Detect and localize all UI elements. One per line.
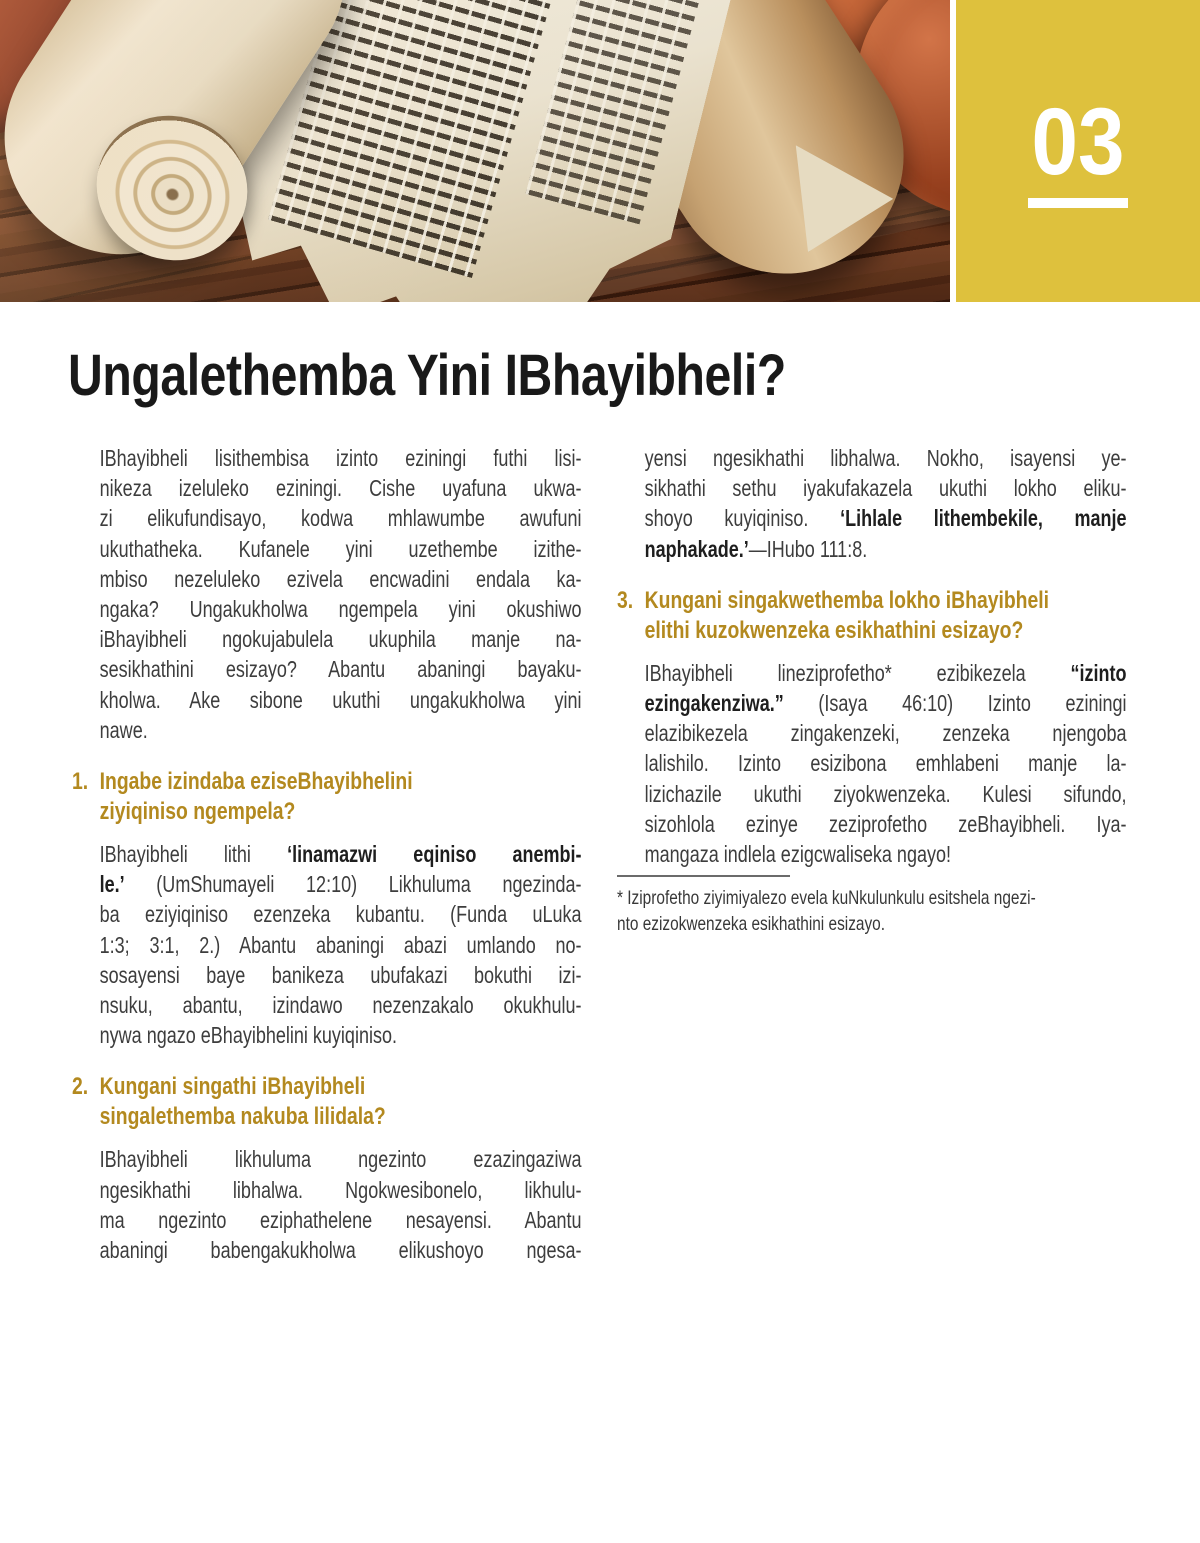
text-segment: ngesikhathi libhalwa. Ngokwesibonelo, likhulu- xyxy=(99,1176,582,1203)
right-column xyxy=(617,443,1138,937)
text-segment: iBhayibheli ngokujabulela ukuphila manje na- xyxy=(99,626,582,653)
heading-line: ziyiqiniso ngempela? xyxy=(99,798,296,826)
paragraph-line xyxy=(645,658,1127,688)
footnote-rule xyxy=(617,875,790,877)
text-segment: nsuku, abantu, izindawo nezenzakalo okukhulu- xyxy=(99,992,582,1019)
paragraph-line xyxy=(645,534,1127,564)
text-segment: ba eziyiqiniso ezenzeka kubantu. (Funda uLuka xyxy=(99,901,582,928)
paragraph-line xyxy=(100,990,582,1020)
text-segment: IBhayibheli lisithembisa izinto eziningi futhi lisi- xyxy=(99,445,582,471)
text-segment: sikhathi sethu iyakufakazela ukuthi lokho eliku- xyxy=(644,475,1127,502)
heading-line: elithi kuzokwenzeka esikhathini esizayo? xyxy=(644,616,1024,644)
text-segment: ukuthatheka. Kufanele yini uzethembe izithe- xyxy=(99,535,582,562)
paragraph-line xyxy=(100,594,582,624)
paragraph-line xyxy=(100,1205,582,1235)
paragraph-line xyxy=(645,809,1127,839)
lesson-number: 03 xyxy=(1031,89,1125,195)
badge-underline xyxy=(1028,198,1128,208)
paragraph-line xyxy=(100,930,582,960)
text-segment: mangaza indlela ezigcwaliseka ngayo! xyxy=(644,841,951,868)
heading-line: Ingabe izindaba eziseBhayibhelini xyxy=(99,768,413,796)
section-heading xyxy=(72,767,593,827)
text-segment: nikeza izeluleko eziningi. Cishe uyafuna ukwa- xyxy=(99,475,582,502)
paragraph xyxy=(100,443,582,745)
text-segment: lalishilo. Izinto esizibona emhlabeni manje la- xyxy=(644,750,1127,777)
paragraph-line xyxy=(100,564,582,594)
paragraph-line xyxy=(645,839,1127,869)
text-segment: nawe. xyxy=(99,716,148,743)
text-segment: naphakade.’ xyxy=(644,535,749,562)
text-segment: nywa ngazo eBhayibhelini kuyiqiniso. xyxy=(99,1022,397,1049)
paragraph-line xyxy=(645,779,1127,809)
section-number: 1. xyxy=(72,768,89,796)
text-segment: sesikhathini esizayo? Abantu abaningi bayaku- xyxy=(99,656,582,683)
text-segment: IBhayibheli lineziprofetho* ezibikezela xyxy=(644,659,1071,686)
paragraph-line xyxy=(100,1144,582,1174)
paragraph xyxy=(645,658,1127,869)
text-segment: sosayensi baye banikeza ubufakazi bokuthi izi- xyxy=(99,961,582,988)
text-segment: ‘Lihlale lithembekile, manje xyxy=(840,505,1127,532)
paragraph-line xyxy=(100,624,582,654)
text-segment: zi elikufundisayo, kodwa mhlawumbe awufuni xyxy=(99,505,582,532)
paragraph xyxy=(645,443,1127,564)
text-segment: kholwa. Ake sibone ukuthi ungakukholwa yini xyxy=(99,686,582,713)
paragraph-line xyxy=(100,443,582,473)
paragraph-line xyxy=(100,1020,582,1050)
text-segment: sizohlola ezinye zeziprofetho zeBhayibheli. Iya- xyxy=(644,810,1127,837)
paragraph-line xyxy=(100,534,582,564)
text-segment: “izinto xyxy=(1070,659,1127,686)
paragraph-line xyxy=(100,685,582,715)
left-column xyxy=(72,443,593,1265)
text-segment: —IHubo 111:8. xyxy=(748,535,868,562)
paragraph-line xyxy=(100,1175,582,1205)
lesson-number-badge xyxy=(956,0,1200,302)
page-title: Ungalethemba Yini IBhayibheli? xyxy=(68,343,786,408)
paragraph-line xyxy=(100,899,582,929)
paragraph-line xyxy=(645,688,1127,718)
paragraph-line xyxy=(645,473,1127,503)
footnote xyxy=(617,875,1138,937)
heading-line: singalethemba nakuba lilidala? xyxy=(99,1103,386,1131)
text-segment: ‘linamazwi eqiniso anembi- xyxy=(287,841,582,868)
text-segment: yensi ngesikhathi libhalwa. Nokho, isayensi ye- xyxy=(644,445,1127,471)
paragraph-line xyxy=(645,718,1127,748)
footnote-line: nto ezizokwenzeka esikhathini esizayo. xyxy=(617,912,886,935)
paragraph-line xyxy=(645,503,1127,533)
text-segment: le.’ xyxy=(99,871,125,898)
text-segment: (Isaya 46:10) Izinto eziningi xyxy=(783,690,1127,717)
text-segment: shoyo kuyiqiniso. xyxy=(644,505,841,532)
section-heading xyxy=(72,1072,593,1132)
text-segment: ma ngezinto eziphathelene nesayensi. Abantu xyxy=(99,1206,582,1233)
text-segment: IBhayibheli likhuluma ngezinto ezazingaziwa xyxy=(99,1146,582,1173)
text-segment: (UmShumayeli 12:10) Likhuluma ngezinda- xyxy=(124,871,582,898)
paragraph-line xyxy=(645,443,1127,473)
text-segment: ezingakenziwa.” xyxy=(644,690,784,717)
paragraph-line xyxy=(100,869,582,899)
paragraph-line xyxy=(100,839,582,869)
header xyxy=(0,0,1200,302)
text-segment: ngaka? Ungakukholwa ngempela yini okushiwo xyxy=(99,596,582,623)
paragraph xyxy=(100,1144,582,1265)
paragraph xyxy=(100,839,582,1050)
text-segment: abaningi babengakukholwa elikushoyo ngesa- xyxy=(99,1237,582,1264)
footnote-line: * Iziprofetho ziyimiyalezo evela kuNkulunkulu esitshela ngezi- xyxy=(617,887,1036,910)
text-segment: 1:3; 3:1, 2.) Abantu abaningi abazi umlando no- xyxy=(99,931,582,958)
heading-line: Kungani singathi iBhayibheli xyxy=(99,1073,366,1101)
paragraph-line xyxy=(100,1235,582,1265)
paragraph-line xyxy=(100,715,582,745)
section-number: 2. xyxy=(72,1073,89,1101)
paragraph-line xyxy=(100,473,582,503)
text-segment: IBhayibheli lithi xyxy=(99,841,288,868)
section-heading xyxy=(617,586,1138,646)
paragraph-line xyxy=(100,960,582,990)
heading-line: Kungani singakwethemba lokho iBhayibheli xyxy=(644,586,1050,614)
text-segment: lizichazile ukuthi ziyokwenzeka. Kulesi sifundo, xyxy=(644,780,1127,807)
hebrew-scrolls-photo xyxy=(0,0,950,302)
paragraph-line xyxy=(645,748,1127,778)
paragraph-line xyxy=(100,654,582,684)
section-number: 3. xyxy=(617,586,634,614)
text-segment: elazibikezela zingakenzeki, zenzeka njengoba xyxy=(644,720,1127,747)
light-overlay xyxy=(0,0,950,302)
paragraph-line xyxy=(100,503,582,533)
text-segment: mbiso nezeluleko ezivela encwadini endala ka- xyxy=(99,565,582,592)
